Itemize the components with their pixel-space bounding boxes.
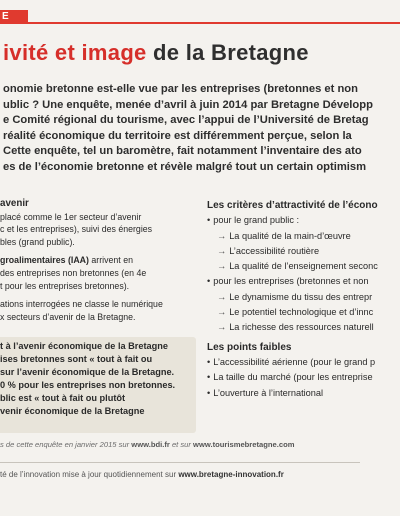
criteria-text: Le potentiel technologique et d’innc — [229, 307, 374, 318]
highlight-line: 0 % pour les entreprises non bretonnes. — [0, 380, 176, 390]
arrow-right-icon: → — [217, 245, 227, 256]
arrow-right-icon: → — [217, 291, 227, 302]
group-label-text: pour les entreprises (bretonnes et non — [213, 276, 369, 287]
criteria-item — [207, 229, 400, 244]
arrow-right-icon: → — [217, 261, 227, 272]
left-text-line: bles (grand public). — [0, 236, 75, 247]
weak-points-heading: Les points faibles — [207, 341, 292, 353]
article-title — [3, 40, 309, 66]
left-text-line: placé comme le 1er secteur d’avenir — [0, 211, 142, 222]
weak-item — [207, 355, 400, 370]
section-rule — [0, 22, 400, 24]
bullet-icon: • — [207, 276, 211, 287]
arrow-right-icon: → — [217, 322, 227, 333]
footer-text: té de l’innovation mise à jour quotidiennement sur — [0, 470, 179, 479]
left-text-line: c et les entreprises), suivi des énergies — [0, 224, 153, 235]
intro-line: réalité économique du territoire est différemment perçue, selon la — [3, 129, 352, 142]
group-label — [207, 274, 400, 289]
bullet-icon: • — [207, 387, 211, 398]
intro-paragraph — [3, 82, 400, 175]
weak-item-text: La taille du marché (pour les entreprise — [213, 372, 373, 383]
attractivity-heading: Les critères d’attractivité de l’écono — [207, 200, 378, 211]
bullet-icon: • — [207, 215, 211, 226]
weak-item — [207, 370, 400, 385]
title-red-part: ivité et image — [3, 40, 147, 65]
weak-item-text: L’accessibilité aérienne (pour le grand p — [213, 356, 376, 367]
footer-note — [0, 470, 284, 479]
left-text-line — [0, 254, 200, 267]
left-column — [0, 198, 200, 323]
weak-item — [207, 386, 400, 401]
criteria-text: L’accessibilité routière — [229, 245, 320, 256]
criteria-item — [207, 259, 400, 274]
iaa-label: groalimentaires (IAA) — [0, 255, 89, 266]
intro-line: e Comité régional du tourisme, avec l’appui de l’Université de Bretag — [3, 114, 369, 126]
highlight-line: blic est « tout à fait ou plutôt — [0, 393, 126, 403]
left-text-line: t pour les entreprises bretonnes). — [0, 280, 130, 291]
section-tag: E — [0, 10, 28, 23]
criteria-item — [207, 320, 400, 335]
left-text-line: x secteurs d’avenir de la Bretagne. — [0, 311, 136, 322]
arrow-right-icon: → — [217, 307, 227, 318]
source-link-tourisme[interactable]: www.tourismebretagne.com — [193, 440, 295, 449]
weak-item-text: L’ouverture à l’international — [213, 387, 324, 398]
criteria-item — [207, 244, 400, 259]
source-note — [0, 440, 294, 449]
right-column — [207, 198, 400, 401]
left-text-line: ations interrogées ne classe le numérique — [0, 299, 163, 310]
source-link-bdi[interactable]: www.bdi.fr — [131, 440, 170, 449]
title-dark-part: de la Bretagne — [146, 40, 309, 65]
criteria-text: Le dynamisme du tissu des entrepr — [229, 291, 373, 302]
intro-line: onomie bretonne est-elle vue par les entreprises (bretonnes et non — [3, 83, 358, 95]
criteria-text: La qualité de l’enseignement seconc — [229, 261, 378, 272]
arrow-right-icon: → — [217, 230, 227, 241]
highlight-line: venir économique de la Bretagne — [0, 406, 145, 416]
group-label-text: pour le grand public : — [213, 215, 300, 226]
source-text: s de cette enquête en janvier 2015 sur — [0, 440, 132, 449]
left-heading: avenir — [0, 198, 29, 209]
intro-line: es de l’économie bretonne et révèle malgré tout un certain optimism — [3, 160, 367, 173]
bullet-icon: • — [207, 372, 211, 383]
criteria-text: La qualité de la main-d’œuvre — [229, 230, 351, 241]
left-text-line: des entreprises non bretonnes (en 4e — [0, 267, 147, 278]
footer-link[interactable]: www.bretagne-innovation.fr — [178, 470, 284, 479]
source-text: et sur — [169, 440, 194, 449]
intro-line: ublic ? Une enquête, menée d’avril à juin 2014 par Bretagne Développ — [3, 98, 373, 111]
footer-divider — [0, 462, 360, 463]
group-label — [207, 213, 400, 228]
criteria-item — [207, 290, 400, 305]
intro-line: Cette enquête, tel un baromètre, fait notamment l’inventaire des ato — [3, 145, 362, 157]
highlight-line: t à l’avenir économique de la Bretagne — [0, 341, 168, 351]
highlight-line: ises bretonnes sont « tout à fait ou — [0, 354, 153, 364]
criteria-item — [207, 305, 400, 320]
left-text-fragment: arrivent en — [88, 255, 133, 266]
criteria-text: La richesse des ressources naturell — [229, 322, 374, 333]
bullet-icon: • — [207, 356, 211, 367]
highlight-line: sur l’avenir économique de la Bretagne. — [0, 367, 175, 377]
highlight-text — [0, 340, 175, 418]
